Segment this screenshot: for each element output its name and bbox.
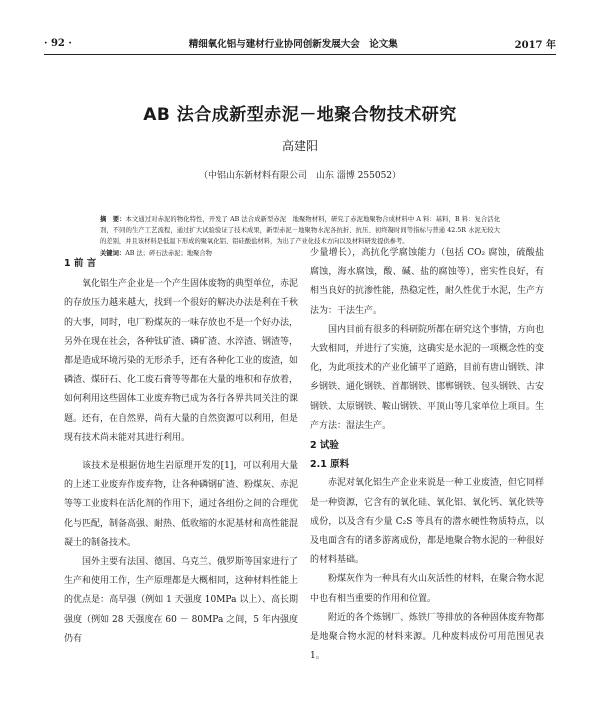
intro-paragraph-3-continued: 少量增长），高抗化学腐蚀能力（包括 CO₂ 腐蚀，硫酸盐腐蚀，海水腐蚀，酸、碱、盐的腐蚀等），密实性良好，有相当良好的抗渗性能，热稳定性，耐久性优于水泥，生产方法为：干法生产。 <box>310 248 545 316</box>
section-1-heading: 1 前 言 <box>64 258 97 269</box>
materials-paragraph-2: 粉煤灰作为一种具有火山灰活性的材料，在聚合物水泥中也有相当重要的作用和位置。 <box>310 574 545 604</box>
page-number: · 92 · <box>44 37 72 49</box>
right-column <box>310 244 544 666</box>
abstract-label: 摘 要： <box>100 216 126 223</box>
keywords-label: 关键词： <box>100 250 126 257</box>
publication-year: 2017 年 <box>514 39 556 51</box>
keywords-text: AB 法；碎石法赤泥；地聚合物 <box>125 250 212 257</box>
left-column <box>64 252 298 649</box>
section-2-heading: 2 试验 <box>310 440 339 452</box>
materials-paragraph-3: 附近的各个炼钢厂、炼铁厂等排放的各种固体废弃物都是地聚合物水泥的材料来源。几种废料成份可用范围见表 1。 <box>310 612 545 662</box>
header-rule <box>44 54 556 55</box>
section-2-1-heading: 2.1 原料 <box>310 459 350 471</box>
article-author: 高建阳 <box>281 139 318 153</box>
abstract <box>100 214 500 247</box>
abstract-text: 本文通过对赤泥的物化特性，开发了 AB 法合成新型赤泥 地聚物材料，研究了赤泥地聚物合成材料中 A 料：基料，B 料：复合活化剂，不同的生产工艺流程，通过扩大试验验证了技术成果，新型赤泥－地聚物水泥各抗折、抗压、初终凝时间等指标与普通 42.5R 水泥无较大的差别，并且该材料是低温下形成的聚氧化铝、铝硅酸盐材料，为出了产业化技术方向以及材料研发提供参考。 <box>100 216 501 245</box>
running-header <box>44 34 556 52</box>
intro-paragraph-3: 国外主要有法国、德国、乌克兰、俄罗斯等国家进行了生产和使用工作，生产原理都是大概相同，这种材料性能上的优点是：高早强（例如 1 天强度 10MPa 以上）、高长期强度（例如 28 天强度在 60 － 80MPa 之间，5 年内强度仍有 <box>64 557 299 644</box>
intro-paragraph-4: 国内目前有很多的科研院所都在研究这个事情，方向也大致相同，并进行了实施，这确实是水泥的一项概念性的变化，为此项技术的产业化铺平了道路，目前有唐山钢铁、津乡钢铁、通化钢铁、首都钢铁、邯郸钢铁、包头钢铁、古安钢铁、太原钢铁、鞍山钢铁、平顶山等几家单位上项目。生产方法：湿法生产。 <box>310 324 545 431</box>
conference-title: 精细氧化铝与建材行业协同创新发展大会 论文集 <box>188 39 398 50</box>
materials-paragraph-1: 赤泥对氧化铝生产企业来说是一种工业废渣，但它同样是一种资源，它含有的氧化硅、氧化铝、氧化钙、氧化铁等成份，以及含有少量 C₂S 等具有的潜水硬性物质特点，以及电面含有的诸多游离成份，都是地聚合物水泥的一种很好的材料基础。 <box>310 478 545 566</box>
intro-paragraph-1: 氧化铝生产企业是一个产生固体废物的典型单位，赤泥的存放压力越来越大，找到一个很好的解决办法是利在千秋的大事，同时，电厂粉煤灰的一味存放也不是一个好办法，另外在现在社会，各种钛矿渣、磷矿渣、水淬渣、钢渣等，都是造成环境污染的无形杀手，还有各种化工业的废渣，如磷渣、煤矸石、化工废石膏等等都在大量的堆积和存放着，如何利用这些固体工业废弃物已成为各行各界共同关注的课题。还有，在自然界，尚有大量的自然资源可以利用，但是现有技术尚未能对其进行利用。 <box>64 279 299 443</box>
author-affiliation: （中铝山东新材料有限公司 山东 淄博 255052） <box>198 171 402 181</box>
intro-paragraph-2: 该技术是根据仿地生岩原理开发的[1]，可以利用大量的上述工业废弃作废弃物，让各种磷钢矿渣、粉煤灰、赤泥等等工业废料在活化剂的作用下，通过各组份之间的合理优化与匹配，制备高强、耐热、低收缩的水泥基材和高性能混凝土的制备技术。 <box>64 461 299 548</box>
article-title: AB 法合成新型赤泥－地聚合物技术研究 <box>143 105 457 125</box>
